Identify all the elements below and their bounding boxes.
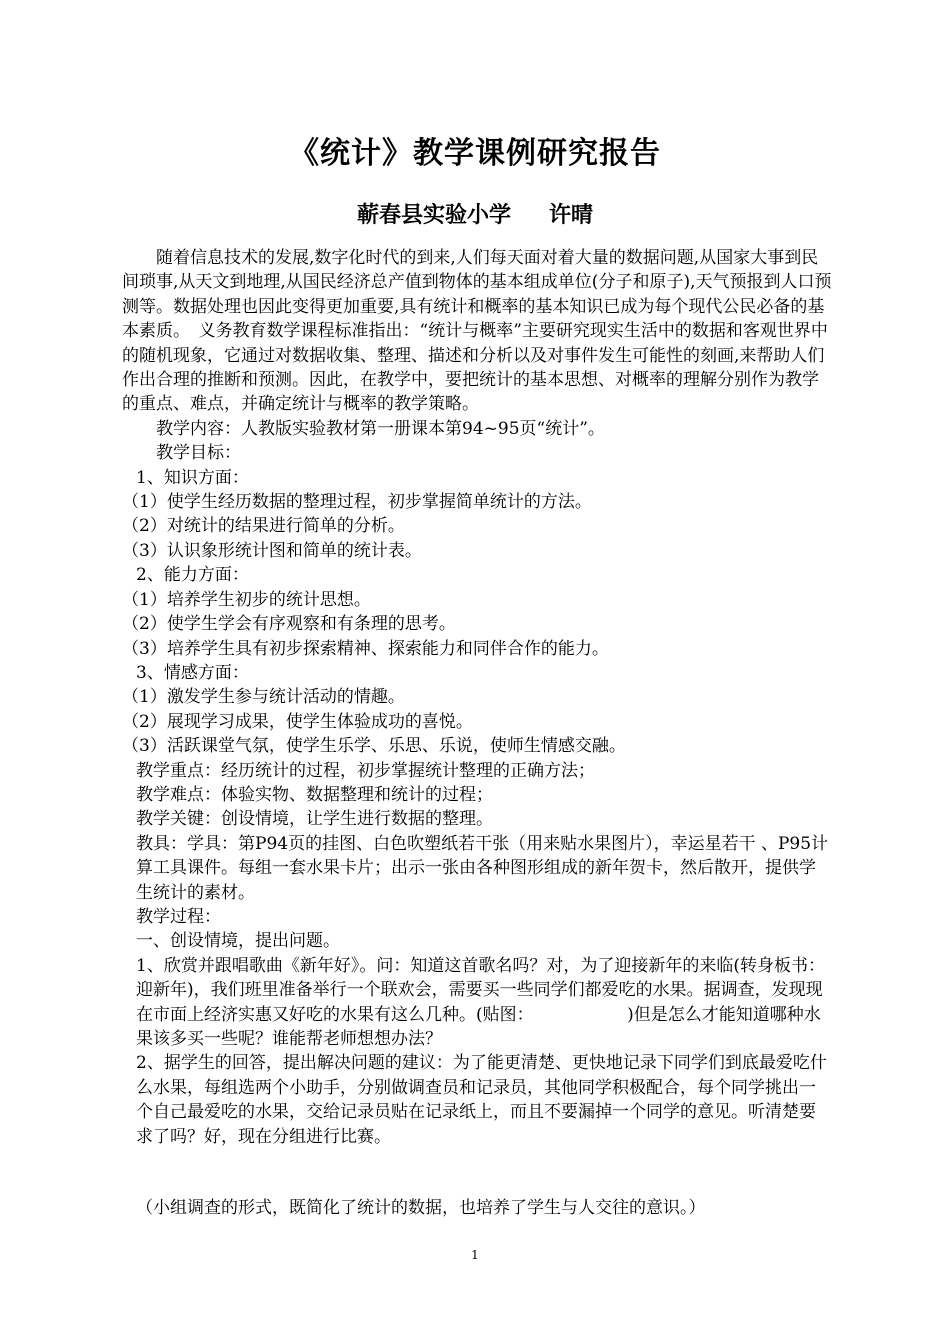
teaching-goals-heading: 教学目标： — [156, 443, 241, 464]
teaching-key: 教学关键：创设情境，让学生进行数据的整理。 — [136, 809, 493, 830]
closing-note: （小组调查的形式，既简化了统计的数据，也培养了学生与人交往的意识。） — [136, 1198, 706, 1218]
school-name: 蕲春县实验小学 — [356, 202, 511, 228]
page-number: 1 — [471, 1248, 479, 1262]
author-name: 许晴 — [549, 202, 594, 228]
teaching-content: 教学内容：人教版实验教材第一册课本第94~95页“统计”。 — [156, 418, 605, 439]
emotion-item: （3）活跃课堂气氛，使学生乐学、乐思、乐说，使师生情感交融。 — [122, 736, 626, 757]
knowledge-item: （1）使学生经历数据的整理过程，初步掌握简单统计的方法。 — [122, 492, 592, 513]
knowledge-item: （3）认识象形统计图和简单的统计表。 — [122, 540, 422, 561]
knowledge-item: （2）对统计的结果进行简单的分析。 — [122, 516, 405, 537]
teaching-difficulty: 教学难点：体验实物、数据整理和统计的过程； — [136, 784, 493, 805]
emotion-item: （1）激发学生参与统计活动的情趣。 — [122, 687, 405, 708]
ability-item: （3）培养学生具有初步探索精神、探索能力和同伴合作的能力。 — [122, 638, 609, 659]
ability-heading: 2、能力方面： — [136, 565, 249, 586]
document-title: 《统计》教学课例研究报告 — [289, 136, 661, 171]
ability-item: （1）培养学生初步的统计思想。 — [122, 589, 371, 610]
document-body — [122, 246, 832, 1149]
process-step: 1、欣赏并跟唱歌曲《新年好》。问：知道这首歌名吗？对，为了迎接新年的来临(转身板书：迎新年)，我们班里准备举行一个联欢会，需要买一些同学们都爱吃的水果。据调查，发现现在市面上经济实惠又好吃的水果有这么几种。(贴图： )但是怎么才能知道哪种水果该多买一些呢？谁能帮老师想想办法？ — [136, 955, 825, 1049]
process-step: 2、据学生的回答，提出解决问题的建议：为了能更清楚、更快地记录下同学们到底最爱吃什么水果，每组选两个小助手，分别做调查员和记录员，其他同学积极配合，每个同学挑出一个自己最爱吃的水果，交给记录员贴在记录纸上，而且不要漏掉一个同学的意见。听清楚要求了吗？好，现在分组进行比赛。 — [136, 1053, 827, 1147]
emotion-item: （2）展现学习成果，使学生体验成功的喜悦。 — [122, 711, 473, 732]
teaching-process-heading: 教学过程： — [136, 906, 221, 927]
knowledge-heading: 1、知识方面： — [136, 467, 249, 488]
teaching-aids: 教具：学具：第P94页的挂图、白色吹塑纸若干张（用来贴水果图片），幸运星若干 、P95计算工具课件。每组一套水果卡片；出示一张由各种图形组成的新年贺卡，然后散开，提供学生统计的素材。 — [136, 833, 829, 903]
author-line — [0, 198, 950, 229]
section-heading: 一、创设情境，提出问题。 — [136, 931, 340, 952]
teaching-focus: 教学重点：经历统计的过程，初步掌握统计整理的正确方法； — [136, 760, 595, 781]
emotion-heading: 3、情感方面： — [136, 662, 249, 683]
intro-paragraph: 随着信息技术的发展,数字化时代的到来,人们每天面对着大量的数据问题,从国家大事到民间琐事,从天文到地理,从国民经济总产值到物体的基本组成单位(分子和原子),天气预报到人口预测等。数据处理也因此变得更加重要,具有统计和概率的基本知识已成为每个现代公民必备的基本素质。 义务教育数学课程标准指出：“统计与概率”主要研究现实生活中的数据和客观世界中的随机现象，它通过对数据收集、整理、描述和分析以及对事件发生可能性的刻画,来帮助人们作出合理的推断和预测。因此，在教学中，要把统计的基本思想、对概率的理解分别作为教学的重点、难点，并确定统计与概率的教学策略。 — [122, 248, 832, 415]
ability-item: （2）使学生学会有序观察和有条理的思考。 — [122, 614, 456, 635]
